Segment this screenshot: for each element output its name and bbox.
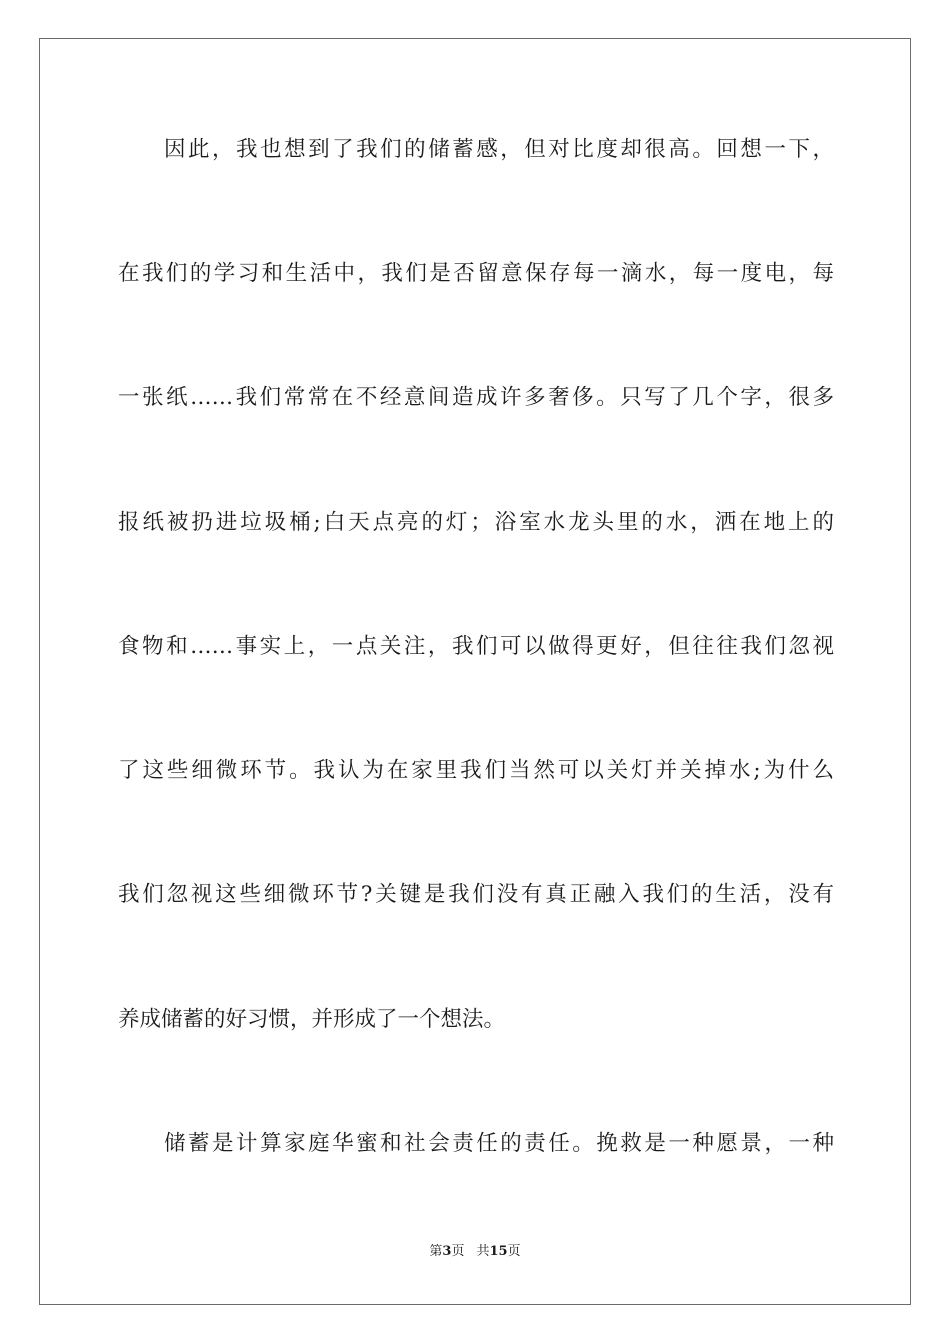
paragraph-line-7: 我们忽视这些细微环节?关键是我们没有真正融入我们的生活，没有 (118, 882, 834, 907)
page-footer (0, 1243, 950, 1261)
paragraph-line-1: 因此，我也想到了我们的储蓄感，但对比度却很高。回想一下， (164, 137, 834, 162)
paragraph-line-4: 报纸被扔进垃圾桶;白天点亮的灯；浴室水龙头里的水，洒在地上的 (118, 510, 834, 535)
paragraph-line-9: 储蓄是计算家庭华蜜和社会责任的责任。挽救是一种愿景，一种 (164, 1131, 834, 1156)
total-suffix: 页 (507, 1244, 521, 1259)
total-pages: 15 (489, 1244, 508, 1259)
page-number: 3 (442, 1244, 452, 1259)
paragraph-line-5: 食物和……事实上，一点关注，我们可以做得更好，但往往我们忽视 (118, 634, 834, 659)
paragraph-line-2: 在我们的学习和生活中，我们是否留意保存每一滴水，每一度电，每 (118, 261, 834, 286)
paragraph-line-6: 了这些细微环节。我认为在家里我们当然可以关灯并关掉水;为什么 (118, 758, 834, 783)
page-border (39, 38, 911, 1305)
page-prefix: 第 (429, 1244, 443, 1259)
paragraph-line-3: 一张纸……我们常常在不经意间造成许多奢侈。只写了几个字，很多 (118, 385, 834, 410)
total-prefix: 共 (476, 1244, 490, 1259)
paragraph-line-8: 养成储蓄的好习惯，并形成了一个想法。 (118, 1007, 506, 1032)
page-suffix: 页 (451, 1244, 465, 1259)
